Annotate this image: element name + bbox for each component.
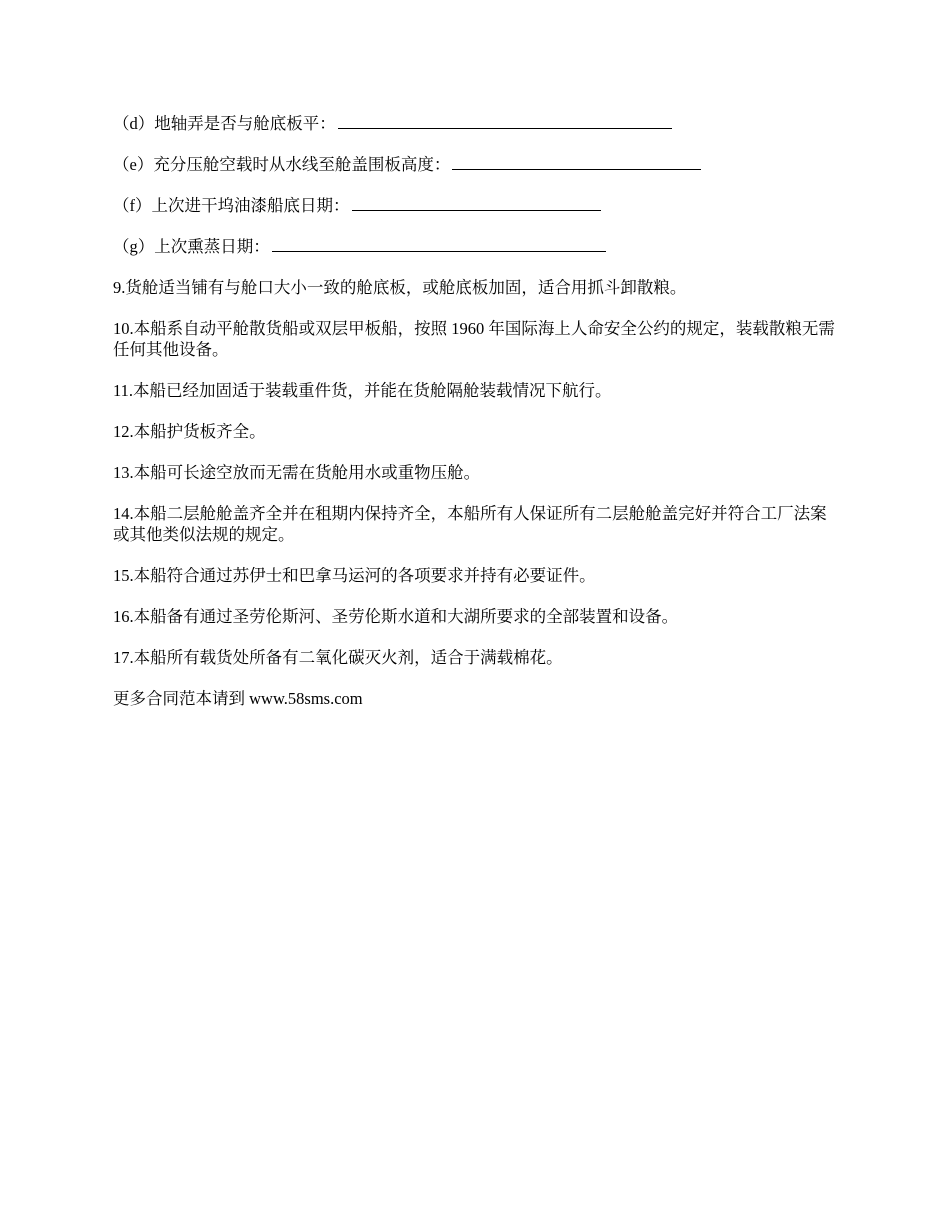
footer-more-templates: 更多合同范本请到 www.58sms.com xyxy=(113,689,363,708)
clause-8d xyxy=(113,113,837,134)
clause-14: 14.本船二层舱舱盖齐全并在租期内保持齐全，本船所有人保证所有二层舱舱盖完好并符合工厂法案或其他类似法规的规定。 xyxy=(113,504,827,544)
clause-8e xyxy=(113,154,837,175)
clause-11: 11.本船已经加固适于装载重件货，并能在货舱隔舱装载情况下航行。 xyxy=(113,381,612,400)
clause-16: 16.本船备有通过圣劳伦斯河、圣劳伦斯水道和大湖所要求的全部装置和设备。 xyxy=(113,607,679,626)
document-body xyxy=(113,113,837,729)
clause-8f xyxy=(113,195,837,216)
clause-15: 15.本船符合通过苏伊士和巴拿马运河的各项要求并持有必要证件。 xyxy=(113,566,596,585)
clause-17: 17.本船所有载货处所备有二氧化碳灭火剂，适合于满载棉花。 xyxy=(113,648,563,667)
fill-in-blank xyxy=(272,236,606,252)
clause-12: 12.本船护货板齐全。 xyxy=(113,422,266,441)
clause-8e-text: （e）充分压舱空载时从水线至舱盖围板高度： xyxy=(113,155,451,174)
fill-in-blank xyxy=(452,154,701,170)
clause-8g xyxy=(113,236,837,257)
clause-8f-text: （f）上次进干坞油漆船底日期： xyxy=(113,196,350,215)
clause-13: 13.本船可长途空放而无需在货舱用水或重物压舱。 xyxy=(113,463,481,482)
fill-in-blank xyxy=(338,113,672,129)
clause-9: 9.货舱适当铺有与舱口大小一致的舱底板，或舱底板加固，适合用抓斗卸散粮。 xyxy=(113,278,687,297)
fill-in-blank xyxy=(352,195,601,211)
clause-8d-text: （d）地轴弄是否与舱底板平： xyxy=(113,114,336,133)
clause-10: 10.本船系自动平舱散货船或双层甲板船，按照 1960 年国际海上人命安全公约的规定，装载散粮无需任何其他设备。 xyxy=(113,319,835,359)
clause-8g-text: （g）上次熏蒸日期： xyxy=(113,237,270,256)
